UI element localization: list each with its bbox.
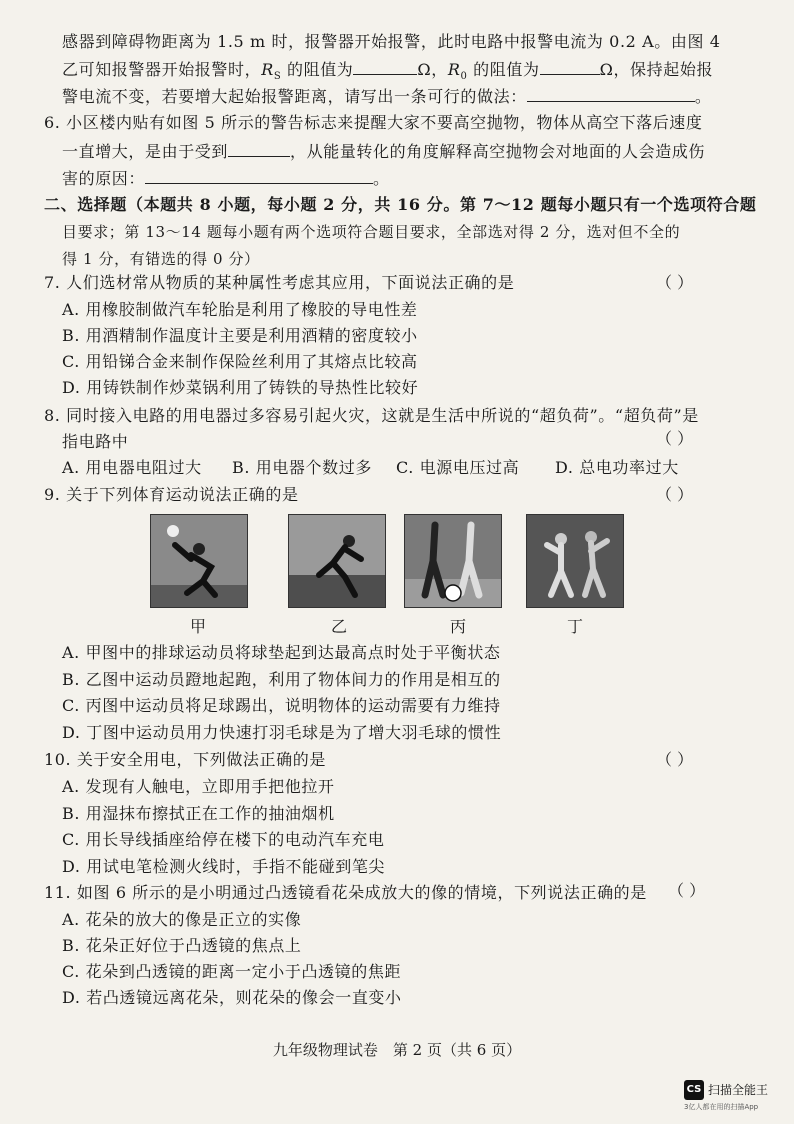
section-2-header <box>44 194 757 216</box>
scanner-logo-icon: CS <box>684 1080 704 1100</box>
q7-option-a-text: A. 用橡胶制做汽车轮胎是利用了橡胶的导电性差 <box>62 300 418 319</box>
q7-option-a[interactable] <box>62 299 418 321</box>
q7-option-c[interactable] <box>62 351 418 373</box>
q10-option-d-text: D. 用试电笔检测火线时，手指不能碰到笔尖 <box>62 857 386 876</box>
r0-subscript: 0 <box>460 71 468 83</box>
q8-option-c[interactable] <box>396 457 519 479</box>
section-2-rule-line-2 <box>62 221 680 243</box>
q8-option-c-text: C. 电源电压过高 <box>396 458 520 477</box>
q11-option-c-text: C. 花朵到凸透镜的距离一定小于凸透镜的焦距 <box>62 962 402 981</box>
q5-line-1-text: 感器到障碍物距离为 1.5 m 时，报警器开始报警，此时电路中报警电流为 0.2 A。由图 4 <box>62 32 721 51</box>
answer-blank-rs[interactable] <box>353 58 417 75</box>
q8-option-d[interactable] <box>555 457 679 479</box>
r0-symbol: R <box>447 60 461 79</box>
q10-option-c-text: C. 用长导线插座给停在楼下的电动汽车充电 <box>62 830 385 849</box>
page-footer: 九年级物理试卷 第 2 页（共 6 页） <box>272 1041 522 1059</box>
badminton-photo <box>526 514 624 608</box>
q9-stem <box>44 484 299 506</box>
q10-stem <box>44 749 326 771</box>
q6-stem-text: 6. 小区楼内贴有如图 5 所示的警告标志来提醒大家不要高空抛物，物体从高空下落后速度 <box>44 113 703 132</box>
q5-line-3-text: 警电流不变，若要增大起始报警距离，请写出一条可行的做法： <box>62 87 527 106</box>
q11-stem <box>44 882 647 904</box>
q7-option-b[interactable] <box>62 325 418 347</box>
q9-stem-text: 9. 关于下列体育运动说法正确的是 <box>44 485 299 504</box>
caption-bing: 丙 <box>450 617 467 636</box>
q10-option-b-text: B. 用湿抹布擦拭正在工作的抽油烟机 <box>62 804 335 823</box>
scanner-app-name: 扫描全能王 <box>708 1083 769 1097</box>
q9-option-b-text: B. 乙图中运动员蹬地起跑，利用了物体间力的作用是相互的 <box>62 670 501 689</box>
q8-option-a-text: A. 用电器电阻过大 <box>62 458 202 477</box>
q5-line-2-mid2: 的阻值为 <box>467 60 540 79</box>
q11-option-a[interactable] <box>62 909 301 931</box>
q7-option-d[interactable] <box>62 377 418 399</box>
q8-option-a[interactable] <box>62 457 202 479</box>
q11-option-a-text: A. 花朵的放大的像是正立的实像 <box>62 910 302 929</box>
football-players-icon <box>405 515 501 607</box>
q7-option-d-text: D. 用铸铁制作炒菜锅利用了铸铁的导热性比较好 <box>62 378 419 397</box>
q8-option-b[interactable] <box>232 457 372 479</box>
q9-option-a-text: A. 甲图中的排球运动员将球垫起到达最高点时处于平衡状态 <box>62 643 501 662</box>
section-2-rule-line-3 <box>62 248 260 270</box>
caption-yi: 乙 <box>331 617 348 636</box>
volleyball-photo <box>150 514 248 608</box>
q9-option-c-text: C. 丙图中运动员将足球踢出，说明物体的运动需要有力维持 <box>62 696 501 715</box>
q5-line-3-end: 。 <box>694 87 712 106</box>
q9-option-c[interactable] <box>62 695 501 717</box>
q7-stem-text: 7. 人们选材常从物质的某种属性考虑其应用，下面说法正确的是 <box>44 273 515 292</box>
q10-option-c[interactable] <box>62 829 384 851</box>
q8-option-d-text: D. 总电功率过大 <box>555 458 679 477</box>
section-2-line-1: 二、选择题（本题共 8 小题，每小题 2 分，共 16 分。第 7～12 题每小题只有一个选项符合题 <box>44 195 757 214</box>
q8-option-b-text: B. 用电器个数过多 <box>232 458 372 477</box>
q7-answer-paren[interactable]: （ ） <box>656 273 694 292</box>
rs-subscript: S <box>273 71 282 83</box>
q5-line-2 <box>62 58 713 88</box>
sprinter-icon <box>289 515 385 607</box>
q9-answer-paren[interactable]: （ ） <box>656 485 694 504</box>
q6-line-2 <box>62 140 705 163</box>
q7-option-c-text: C. 用铅锑合金来制作保险丝利用了其熔点比较高 <box>62 352 418 371</box>
q9-option-d[interactable] <box>62 722 501 744</box>
q11-option-b-text: B. 花朵正好位于凸透镜的焦点上 <box>62 936 302 955</box>
q5-line-2-mid: 的阻值为 <box>281 60 354 79</box>
q5-unit-2: Ω，保持起始报 <box>599 60 714 79</box>
q10-option-a[interactable] <box>62 776 335 798</box>
q8-stem-1-text: 8. 同时接入电路的用电器过多容易引起火灾，这就是生活中所说的“超负荷”。“超负荷”是 <box>44 406 699 425</box>
answer-blank-r0[interactable] <box>540 58 600 75</box>
rs-symbol: R <box>261 60 274 79</box>
q10-option-b[interactable] <box>62 803 335 825</box>
q5-line-1 <box>62 31 721 53</box>
q11-option-d[interactable] <box>62 987 402 1009</box>
caption-ding: 丁 <box>567 617 584 636</box>
q11-option-d-text: D. 若凸透镜远离花朵，则花朵的像会一直变小 <box>62 988 402 1007</box>
caption-jia: 甲 <box>190 617 207 636</box>
q6-line-3-text: 害的原因： <box>62 169 146 188</box>
q8-stem-2-text: 指电路中 <box>62 432 129 451</box>
q5-unit-1: Ω， <box>417 60 448 79</box>
q10-option-a-text: A. 发现有人触电，立即用手把他拉开 <box>62 777 335 796</box>
q11-option-b[interactable] <box>62 935 302 957</box>
q9-option-d-text: D. 丁图中运动员用力快速打羽毛球是为了增大羽毛球的惯性 <box>62 723 502 742</box>
q5-line-2-text: 乙可知报警器开始报警时， <box>62 60 262 79</box>
q9-option-a[interactable] <box>62 642 501 664</box>
q11-option-c[interactable] <box>62 961 401 983</box>
q8-stem-2 <box>62 431 128 453</box>
q11-stem-text: 11. 如图 6 所示的是小明通过凸透镜看花朵成放大的像的情境，下列说法正确的是 <box>44 883 647 902</box>
q8-answer-paren[interactable]: （ ） <box>656 429 694 448</box>
q5-line-3 <box>62 85 711 108</box>
answer-blank-method[interactable] <box>527 85 695 102</box>
q8-stem-1 <box>44 405 699 427</box>
badminton-players-icon <box>527 515 623 607</box>
q9-option-b[interactable] <box>62 669 501 691</box>
section-2-line-2: 目要求；第 13～14 题每小题有两个选项符合题目要求，全部选对得 2 分，选对但不全的 <box>62 223 681 241</box>
answer-blank-reason[interactable] <box>145 167 373 184</box>
scanner-watermark <box>680 1080 790 1116</box>
q10-answer-paren[interactable]: （ ） <box>656 750 694 769</box>
volleyball-player-icon <box>151 515 247 607</box>
scanner-tagline: 3亿人都在用的扫描App <box>684 1103 759 1111</box>
q10-option-d[interactable] <box>62 856 385 878</box>
q6-line-3-end: 。 <box>373 169 390 188</box>
q6-line-3 <box>62 167 390 190</box>
q7-option-b-text: B. 用酒精制作温度计主要是利用酒精的密度较小 <box>62 326 418 345</box>
q6-line-1 <box>44 112 703 134</box>
q6-line-2-text: 一直增大，是由于受到 <box>62 142 229 161</box>
q10-stem-text: 10. 关于安全用电，下列做法正确的是 <box>44 750 326 769</box>
section-2-line-3: 得 1 分，有错选的得 0 分） <box>62 250 260 268</box>
football-photo <box>404 514 502 608</box>
sprint-start-photo <box>288 514 386 608</box>
q7-stem <box>44 272 514 294</box>
answer-blank-force[interactable] <box>228 140 290 157</box>
q11-answer-paren[interactable]: （ ） <box>668 881 706 900</box>
q6-line-2-rest: ，从能量转化的角度解释高空抛物会对地面的人会造成伤 <box>290 142 706 161</box>
